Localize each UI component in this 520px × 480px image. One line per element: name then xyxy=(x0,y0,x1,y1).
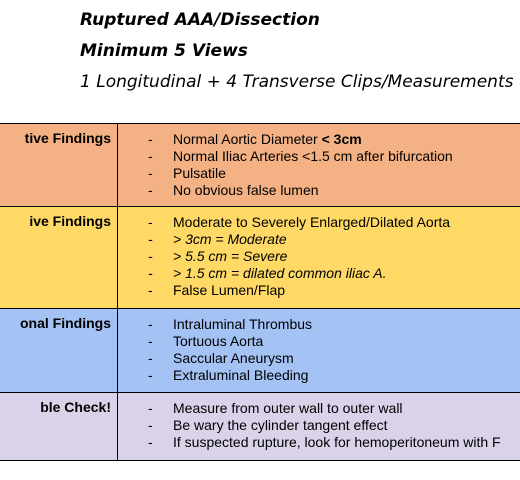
additional-findings-list xyxy=(118,309,520,384)
double-check-row xyxy=(0,393,520,461)
negative-findings-row xyxy=(0,124,520,207)
list-item: - False Lumen/Flap xyxy=(118,282,520,299)
list-item: - Normal Aortic Diameter < 3cm xyxy=(118,131,520,148)
positive-findings-list xyxy=(118,207,520,299)
list-item: - Moderate to Severely Enlarged/Dilated Aorta xyxy=(118,214,520,231)
double-check-title: ble Check! xyxy=(40,399,111,415)
list-item: - Extraluminal Bleeding xyxy=(118,367,520,384)
double-check-content-cell xyxy=(118,393,520,460)
negative-findings-label-cell xyxy=(0,124,118,206)
list-item: - Tortuous Aorta xyxy=(118,333,520,350)
list-item: - > 3cm = Moderate xyxy=(118,231,520,248)
negative-findings-content-cell xyxy=(118,124,520,206)
positive-findings-label-cell xyxy=(0,207,118,308)
additional-findings-content-cell xyxy=(118,309,520,392)
positive-findings-title: ive Findings xyxy=(29,213,111,229)
list-item: - No obvious false lumen xyxy=(118,182,520,199)
list-item: - Normal Iliac Arteries <1.5 cm after bifurcation xyxy=(118,148,520,165)
list-item: - > 5.5 cm = Severe xyxy=(118,248,520,265)
negative-findings-title: tive Findings xyxy=(24,130,111,146)
list-item: - Be wary the cylinder tangent effect xyxy=(118,417,520,434)
list-item: - Pulsatile xyxy=(118,165,520,182)
findings-table xyxy=(0,123,520,461)
header-title: Ruptured AAA/Dissection xyxy=(80,10,320,30)
header-subtitle: Minimum 5 Views xyxy=(80,41,248,61)
list-item: - Intraluminal Thrombus xyxy=(118,316,520,333)
additional-findings-row xyxy=(0,309,520,393)
negative-findings-list xyxy=(118,124,520,199)
positive-findings-row xyxy=(0,207,520,309)
positive-findings-content-cell xyxy=(118,207,520,308)
list-item: - Measure from outer wall to outer wall xyxy=(118,400,520,417)
additional-findings-title: onal Findings xyxy=(20,315,111,331)
list-item: - > 1.5 cm = dilated common iliac A. xyxy=(118,265,520,282)
list-item: - If suspected rupture, look for hemoperitoneum with F xyxy=(118,434,520,451)
header-description: 1 Longitudinal + 4 Transverse Clips/Measurements xyxy=(80,72,514,92)
double-check-list xyxy=(118,393,520,451)
list-item: - Saccular Aneurysm xyxy=(118,350,520,367)
double-check-label-cell xyxy=(0,393,118,460)
emphasis-text: < 3cm xyxy=(321,131,362,147)
additional-findings-label-cell xyxy=(0,309,118,392)
